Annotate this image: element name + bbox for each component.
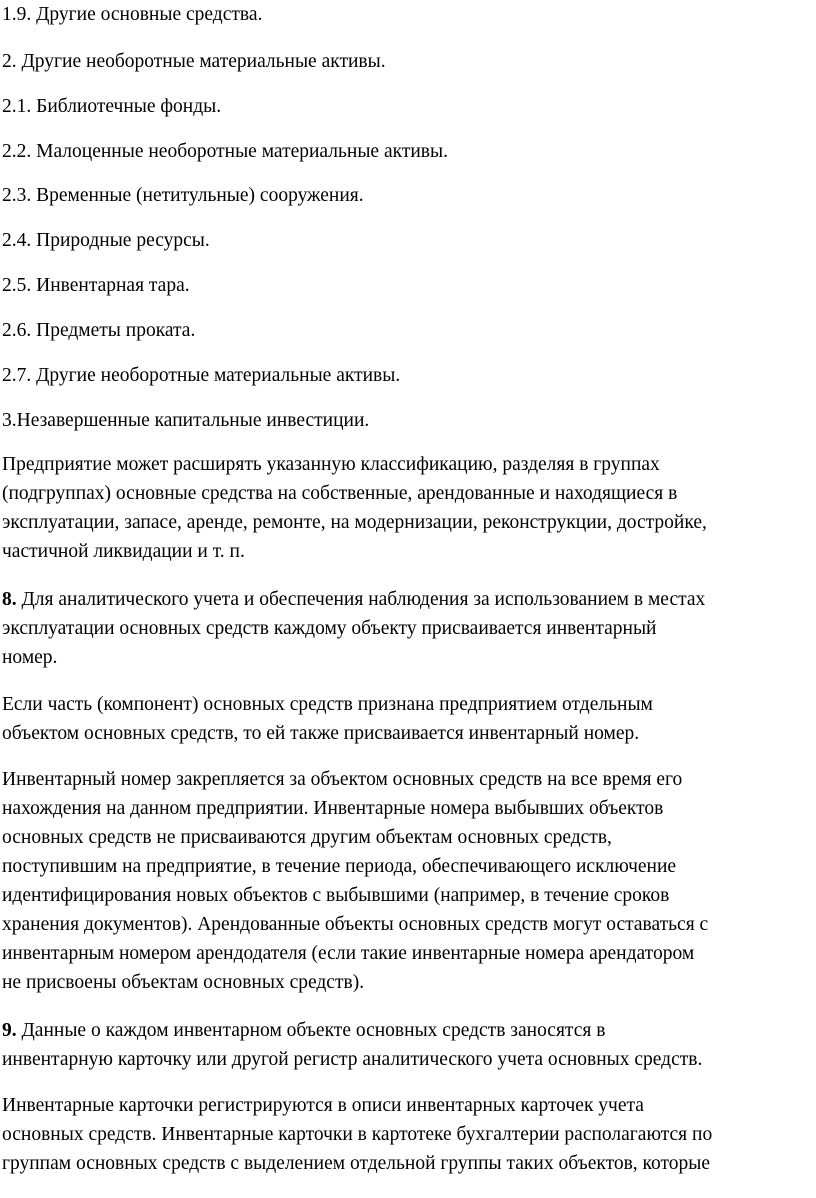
paragraph-line: основных средств. Инвентарные карточки в картотеке бухгалтерии располагаются по — [2, 1124, 713, 1145]
paragraph-line: номер. — [2, 647, 58, 668]
list-item: 2. Другие необоротные материальные активы. — [2, 51, 386, 72]
paragraph-line: Для аналитического учета и обеспечения наблюдения за использованием в местах — [16, 589, 706, 610]
paragraph-line: группам основных средств с выделением отдельной группы таких объектов, которые — [2, 1153, 711, 1174]
paragraph-line: Инвентарный номер закрепляется за объектом основных средств на все время его — [2, 769, 683, 790]
list-item: 2.4. Природные ресурсы. — [2, 230, 210, 251]
paragraph-line: эксплуатации основных средств каждому объекту присваивается инвентарный — [2, 618, 657, 639]
paragraph-line: Инвентарные карточки регистрируются в описи инвентарных карточек учета — [2, 1095, 644, 1116]
section-number: 8. — [2, 589, 17, 610]
list-item: 2.3. Временные (нетитульные) сооружения. — [2, 185, 364, 206]
paragraph-section-9 — [2, 1016, 814, 1074]
list-item: 2.5. Инвентарная тара. — [2, 275, 190, 296]
paragraph-line: Предприятие может расширять указанную классификацию, разделяя в группах — [2, 454, 660, 475]
section-number: 9. — [2, 1020, 17, 1041]
paragraph-line: основных средств не присваиваются другим объектам основных средств, — [2, 827, 612, 848]
paragraph-inventory-number — [2, 765, 814, 997]
paragraph-line: инвентарным номером арендодателя (если такие инвентарные номера арендатором — [2, 943, 695, 964]
paragraph-line: хранения документов). Арендованные объекты основных средств могут оставаться с — [2, 914, 709, 935]
list-item: 2.6. Предметы проката. — [2, 320, 196, 341]
list-item: 2.2. Малоценные необоротные материальные активы. — [2, 141, 448, 162]
paragraph-line: частичной ликвидации и т. п. — [2, 541, 245, 562]
paragraph-line: инвентарную карточку или другой регистр аналитического учета основных средств. — [2, 1049, 703, 1070]
list-item: 1.9. Другие основные средства. — [2, 4, 263, 25]
paragraph-line: не присвоены объектам основных средств). — [2, 972, 365, 993]
paragraph-line: Данные о каждом инвентарном объекте основных средств заносятся в — [16, 1020, 606, 1041]
paragraph-line: нахождения на данном предприятии. Инвентарные номера выбывших объектов — [2, 798, 664, 819]
paragraph-line: идентифицирования новых объектов с выбывшими (например, в течение сроков — [2, 885, 670, 906]
paragraph-classification — [2, 450, 814, 566]
paragraph-line: эксплуатации, запасе, аренде, ремонте, на модернизации, реконструкции, достройке, — [2, 512, 707, 533]
paragraph-line: (подгруппах) основные средства на собственные, арендованные и находящиеся в — [2, 483, 678, 504]
paragraph-section-8 — [2, 585, 814, 672]
paragraph-line: объектом основных средств, то ей также присваивается инвентарный номер. — [2, 723, 640, 744]
paragraph-component — [2, 690, 814, 748]
list-item: 2.7. Другие необоротные материальные активы. — [2, 365, 401, 386]
list-item: 3.Незавершенные капитальные инвестиции. — [2, 410, 370, 431]
paragraph-line: Если часть (компонент) основных средств признана предприятием отдельным — [2, 694, 653, 715]
list-item: 2.1. Библиотечные фонды. — [2, 96, 222, 117]
paragraph-line: поступившим на предприятие, в течение периода, обеспечивающего исключение — [2, 856, 677, 877]
paragraph-inventory-cards — [2, 1091, 814, 1178]
